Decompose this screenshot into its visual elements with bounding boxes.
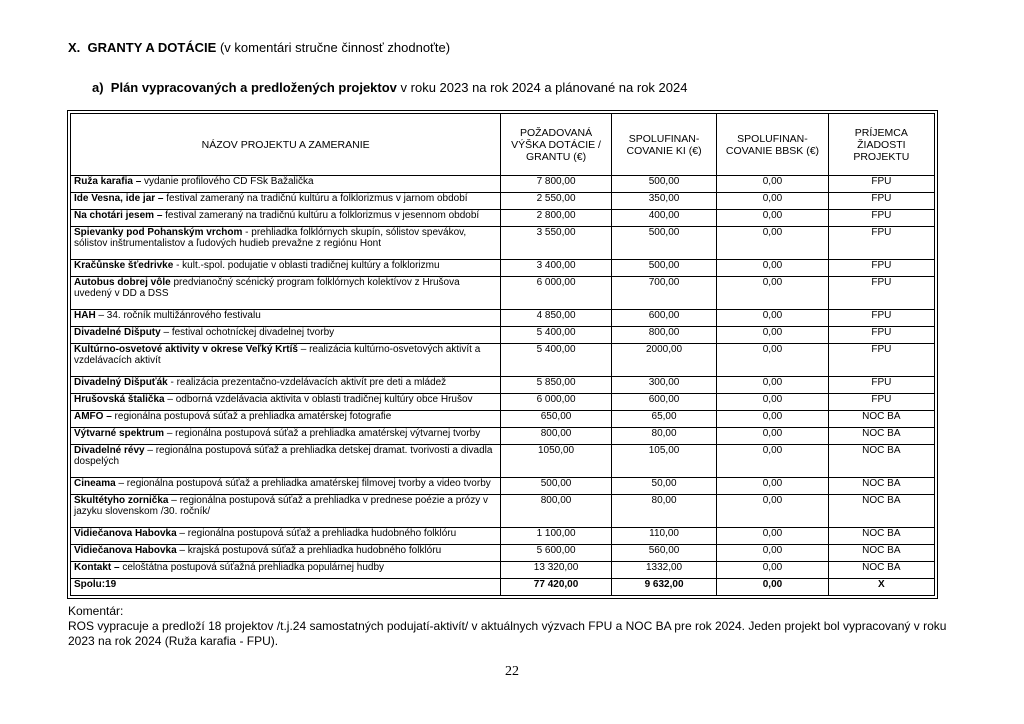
table-row [71,427,935,444]
project-title: Kračůnske šťedrivke [74,259,174,271]
table-row [71,444,935,477]
subsection-heading [92,80,687,95]
table-row [71,309,935,326]
project-description: - kult.-spol. podujatie v oblasti tradičnej kultúry a folklorizmu [173,259,440,271]
project-description: vydanie profilového CD FSk Bažalička [141,176,314,187]
project-description: – regionálna postupová súťaž a prehliadka amatérskej filmovej tvorby a video tvorby [115,477,491,489]
project-description: celoštátna postupová súťažná prehliadka populárnej hudby [119,561,385,573]
project-description: – regionálna postupová súťaž a prehliadka amatérskej výtvarnej tvorby [164,427,481,439]
requested-cell: 650,00 [501,410,612,427]
header-name: NÁZOV PROJEKTU A ZAMERANIE [71,114,501,176]
recipient-cell: NOC BA [828,410,934,427]
total-cofin-ki: 9 632,00 [611,578,716,595]
cofin-bbsk-cell: 0,00 [717,410,828,427]
total-cofin-bbsk: 0,00 [717,578,828,595]
table-header-row [71,114,935,176]
comment-block [68,604,948,649]
project-title: Ide Vesna, ide jar – [74,193,164,205]
project-name-cell [71,227,501,260]
cofin-ki-cell: 2000,00 [611,343,716,376]
table-row [71,494,935,527]
total-requested: 77 420,00 [501,578,612,595]
recipient-cell: FPU [828,376,934,393]
cofin-bbsk-cell: 0,00 [717,326,828,343]
cofin-ki-cell: 600,00 [611,393,716,410]
project-name-cell [71,326,501,343]
table-row [71,227,935,260]
project-description: - realizácia prezentačno-vzdelávacích aktivít pre deti a mládež [167,376,447,388]
cofin-ki-cell: 80,00 [611,494,716,527]
project-description: – regionálna postupová súťaž a prehliadka hudobného folklóru [176,527,457,539]
project-name-cell [71,477,501,494]
table-row [71,544,935,561]
recipient-cell: NOC BA [828,444,934,477]
project-title: Divadelné Dišputy [74,326,161,338]
cofin-ki-cell: 65,00 [611,410,716,427]
table-row [71,561,935,578]
recipient-cell: FPU [828,227,934,260]
requested-cell: 800,00 [501,427,612,444]
cofin-ki-cell: 700,00 [611,277,716,310]
cofin-ki-cell: 80,00 [611,427,716,444]
page-number: 22 [505,664,519,679]
cofin-bbsk-cell: 0,00 [717,393,828,410]
cofin-ki-cell: 800,00 [611,326,716,343]
project-title: Vidiečanova Habovka [74,527,177,539]
requested-cell: 13 320,00 [501,561,612,578]
table-row [71,193,935,210]
project-name-cell [71,343,501,376]
project-title: AMFO – [74,410,112,422]
header-requested: POŽADOVANÁ VÝŠKA DOTÁCIE / GRANTU (€) [501,114,612,176]
cofin-bbsk-cell: 0,00 [717,561,828,578]
recipient-cell: NOC BA [828,494,934,527]
header-cofin-bbsk: SPOLUFINAN-COVANIE BBSK (€) [717,114,828,176]
project-description: festival zameraný na tradičnú kultúru a folklorizmus v jarnom období [163,193,468,205]
cofin-ki-cell: 105,00 [611,444,716,477]
subsection-rest: v roku 2023 na rok 2024 a plánované na rok 2024 [396,80,688,95]
project-title: Vidiečanova Habovka [74,544,177,556]
project-description: - prehliadka folklórnych skupín, sólistov spevákov, sólistov inštrumentalistov a ľudových hudieb prevažne z regiónu Hont [74,227,467,250]
section-title: GRANTY A DOTÁCIE [87,40,217,55]
cofin-bbsk-cell: 0,00 [717,176,828,193]
project-description: – odborná vzdelávacia aktivita v oblasti tradičnej kultúry obce Hrušov [164,393,473,405]
cofin-bbsk-cell: 0,00 [717,477,828,494]
header-cofin-ki: SPOLUFINAN-COVANIE KI (€) [611,114,716,176]
project-title: HAH [74,309,96,321]
table-row [71,477,935,494]
recipient-cell: NOC BA [828,544,934,561]
table-row [71,259,935,276]
project-name-cell [71,527,501,544]
project-name-cell [71,259,501,276]
requested-cell: 3 400,00 [501,259,612,276]
section-number: X. [68,40,81,55]
total-row [71,578,935,595]
project-description: festival zameraný na tradičnú kultúru a folklorizmus v jesennom období [162,210,480,222]
recipient-cell: FPU [828,210,934,227]
requested-cell: 5 400,00 [501,326,612,343]
project-description: – realizácia kultúrno-osvetových aktivít a vzdelávacích aktivít [74,343,481,366]
requested-cell: 5 600,00 [501,544,612,561]
requested-cell: 2 800,00 [501,210,612,227]
project-name-cell [71,393,501,410]
recipient-cell: FPU [828,309,934,326]
cofin-ki-cell: 1332,00 [611,561,716,578]
project-name-cell [71,277,501,310]
table-row [71,527,935,544]
table-row [71,410,935,427]
recipient-cell: FPU [828,393,934,410]
total-recipient: X [828,578,934,595]
table-row [71,343,935,376]
cofin-ki-cell: 400,00 [611,210,716,227]
project-name-cell [71,376,501,393]
comment-label: Komentár: [68,604,124,618]
project-title: Cineama [74,477,116,489]
cofin-bbsk-cell: 0,00 [717,193,828,210]
project-description: – regionálna postupová súťaž a prehliadka v prednese poézie a prózy v jazyku slovenskom /30. ročník/ [74,494,488,517]
subsection-title: Plán vypracovaných a predložených projektov [110,80,397,95]
cofin-ki-cell: 300,00 [611,376,716,393]
header-recipient: PRÍJEMCA ŽIADOSTI PROJEKTU [828,114,934,176]
recipient-cell: FPU [828,176,934,193]
requested-cell: 800,00 [501,494,612,527]
project-title: Hrušovská štalička [74,393,165,405]
requested-cell: 3 550,00 [501,227,612,260]
project-description: regionálna postupová súťaž a prehliadka amatérskej fotografie [111,410,392,422]
requested-cell: 6 000,00 [501,393,612,410]
cofin-ki-cell: 500,00 [611,259,716,276]
recipient-cell: FPU [828,326,934,343]
cofin-bbsk-cell: 0,00 [717,494,828,527]
project-title: Kontakt – [74,561,120,573]
recipient-cell: NOC BA [828,561,934,578]
cofin-ki-cell: 500,00 [611,176,716,193]
requested-cell: 1050,00 [501,444,612,477]
project-description: – 34. ročník multižánrového festivalu [95,309,261,321]
table-row [71,176,935,193]
requested-cell: 1 100,00 [501,527,612,544]
cofin-ki-cell: 50,00 [611,477,716,494]
recipient-cell: FPU [828,343,934,376]
requested-cell: 500,00 [501,477,612,494]
project-name-cell [71,176,501,193]
cofin-ki-cell: 350,00 [611,193,716,210]
project-title: Výtvarné spektrum [74,427,165,439]
requested-cell: 6 000,00 [501,277,612,310]
cofin-bbsk-cell: 0,00 [717,259,828,276]
section-note: (v komentári stručne činnosť zhodnoťte) [216,40,451,55]
cofin-bbsk-cell: 0,00 [717,309,828,326]
table-row [71,393,935,410]
projects-table [70,113,935,596]
cofin-ki-cell: 500,00 [611,227,716,260]
recipient-cell: NOC BA [828,477,934,494]
requested-cell: 2 550,00 [501,193,612,210]
project-name-cell [71,561,501,578]
project-name-cell [71,193,501,210]
cofin-bbsk-cell: 0,00 [717,444,828,477]
project-title: Škultétyho zornička [74,494,169,506]
table-row [71,210,935,227]
project-title: Kultúrno-osvetové aktivity v okrese Veľký Krtíš [74,343,298,355]
requested-cell: 5 400,00 [501,343,612,376]
project-name-cell [71,494,501,527]
project-description: – regionálna postupová súťaž a prehliadka detskej dramat. tvorivosti a divadla dospelých [74,444,493,467]
cofin-ki-cell: 600,00 [611,309,716,326]
cofin-ki-cell: 560,00 [611,544,716,561]
cofin-bbsk-cell: 0,00 [717,227,828,260]
project-description: – krajská postupová súťaž a prehliadka hudobného folklóru [176,544,442,556]
cofin-bbsk-cell: 0,00 [717,277,828,310]
project-title: Na chotári jesem – [74,210,163,222]
project-title: Divadelné révy [74,444,145,456]
total-label: Spolu:19 [71,578,501,595]
recipient-cell: NOC BA [828,527,934,544]
project-title: Autobus dobrej vôle [74,277,171,289]
cofin-bbsk-cell: 0,00 [717,544,828,561]
section-heading [68,40,450,55]
comment-text: ROS vypracuje a predloží 18 projektov /t.j.24 samostatných podujatí-aktivít/ v aktuálnych výzvach FPU a NOC BA pre rok 2024. Jeden projekt bol vypracovaný v roku 2023 na rok 2024 (Ruža karafia - FPU). [68,619,947,648]
project-title: Ruža karafia – [74,176,142,187]
recipient-cell: FPU [828,277,934,310]
table-row [71,277,935,310]
recipient-cell: FPU [828,193,934,210]
project-name-cell [71,444,501,477]
cofin-bbsk-cell: 0,00 [717,527,828,544]
requested-cell: 7 800,00 [501,176,612,193]
cofin-bbsk-cell: 0,00 [717,343,828,376]
project-name-cell [71,410,501,427]
table-row [71,376,935,393]
requested-cell: 5 850,00 [501,376,612,393]
project-description: – festival ochotníckej divadelnej tvorby [160,326,335,338]
cofin-bbsk-cell: 0,00 [717,376,828,393]
project-name-cell [71,427,501,444]
project-name-cell [71,544,501,561]
recipient-cell: FPU [828,259,934,276]
cofin-bbsk-cell: 0,00 [717,210,828,227]
project-description: predvianočný scénický program folklórnych kolektívov z Hrušova uvedený v DD a DSS [74,277,460,300]
table-row [71,326,935,343]
subsection-label: a) [92,80,104,95]
recipient-cell: NOC BA [828,427,934,444]
project-title: Spievanky pod Pohanským vrchom [74,227,243,239]
project-name-cell [71,309,501,326]
requested-cell: 4 850,00 [501,309,612,326]
cofin-ki-cell: 110,00 [611,527,716,544]
projects-table-frame [67,110,938,599]
project-name-cell [71,210,501,227]
project-title: Divadelný Dišpuťák [74,376,168,388]
cofin-bbsk-cell: 0,00 [717,427,828,444]
